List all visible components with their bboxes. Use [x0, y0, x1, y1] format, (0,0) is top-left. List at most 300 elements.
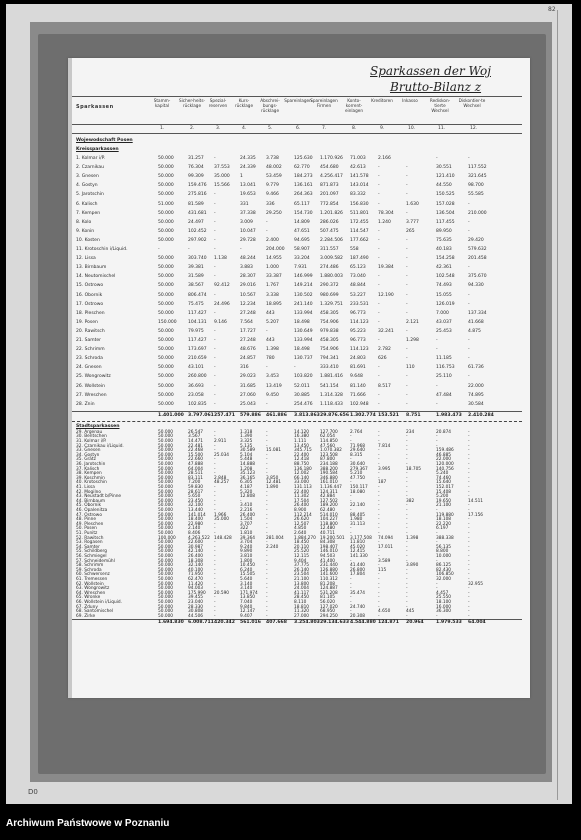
archive-caption: Archiwum Państwowe w Poznaniu	[6, 818, 170, 829]
row-value: 22.468	[188, 448, 204, 454]
table-row	[74, 211, 522, 218]
row-value: 28.450	[294, 595, 310, 601]
row-value: 42.613	[350, 165, 366, 171]
row-value: -	[406, 512, 408, 518]
row-value: 3.810	[240, 554, 253, 559]
row-value: -	[266, 489, 268, 495]
row-value: 7.814	[378, 443, 391, 449]
row-value: -	[378, 434, 380, 440]
row-value: 13.850	[240, 595, 256, 601]
row-value: 8.900	[294, 508, 307, 513]
row-value: 14.809	[294, 219, 310, 225]
row-value: 189.200	[320, 503, 338, 509]
row-value: 6.197	[436, 526, 449, 532]
row-value: 50.000	[158, 521, 174, 527]
row-value: 78.304	[378, 210, 394, 216]
row-value: -	[406, 301, 408, 307]
row-value: 12.507	[294, 521, 310, 527]
row-value: 153.521	[378, 412, 399, 418]
table-row	[74, 365, 522, 372]
row-value: 33.204	[294, 256, 310, 262]
row-value: -	[468, 567, 470, 573]
row-value: 131.113	[294, 485, 312, 490]
row-value: 16.000	[436, 604, 452, 610]
row-value: 50.000	[158, 210, 174, 216]
row-value: -	[214, 347, 216, 353]
row-value: 71.003	[350, 156, 366, 161]
column-header: Rediskon-tierte Wechsel	[429, 98, 451, 113]
table-row	[74, 165, 522, 172]
column-header: Kreditoren	[371, 98, 393, 103]
row-value: 28.330	[188, 604, 204, 610]
row-value: 42.140	[188, 549, 204, 555]
row-value: 24.803	[350, 356, 366, 362]
row-value: 121.410	[436, 174, 455, 180]
row-value: 13.450	[294, 443, 310, 449]
row-value: -	[350, 498, 352, 504]
row-value: -	[406, 256, 408, 262]
row-value: 100.000	[158, 535, 176, 541]
row-value: -	[468, 554, 470, 559]
row-value: 9.648	[350, 374, 363, 380]
row-value: 50.000	[158, 443, 174, 449]
row-value: 22.481	[188, 443, 204, 449]
row-value: 154.730	[294, 210, 313, 216]
row-value: -	[266, 526, 268, 532]
row-value: -	[406, 489, 408, 495]
row-value: 445	[406, 609, 415, 615]
row-value: 143.014	[350, 183, 369, 189]
row-value: -	[378, 572, 380, 578]
row-value: 579.632	[468, 247, 487, 252]
row-value: 15.408	[436, 489, 452, 495]
row-value: 19.650	[436, 498, 452, 504]
row-value: 141.014	[188, 512, 206, 518]
row-value: 110.312	[320, 577, 338, 582]
row-value: 50.000	[158, 466, 174, 472]
table-row	[74, 229, 522, 236]
row-value: -	[214, 544, 216, 550]
row-value: 150.000	[158, 319, 177, 325]
row-value: -	[378, 549, 380, 555]
row-value: -	[406, 517, 408, 523]
row-value: 47.888	[188, 462, 204, 467]
row-label: 45. Obornik	[76, 503, 102, 509]
row-value: 32.955	[468, 581, 484, 587]
row-value: -	[378, 531, 380, 536]
row-value: 431.681	[188, 210, 207, 216]
table-row	[74, 283, 522, 290]
row-value: 133.994	[294, 338, 313, 343]
row-value: -	[468, 558, 470, 564]
row-value: 303.740	[188, 256, 207, 262]
row-value: 375.670	[468, 274, 487, 280]
row-value: 20.590	[214, 590, 230, 596]
row-value: 96.773	[350, 310, 366, 316]
row-value: -	[214, 443, 216, 449]
row-value: 106.850	[436, 572, 454, 578]
row-value: 1.694.830	[158, 620, 184, 626]
row-value: 30.584	[468, 401, 484, 407]
row-value: -	[214, 466, 216, 472]
row-value: 47.750	[350, 475, 366, 481]
row-value: -	[436, 443, 438, 449]
row-value: 11.810	[350, 540, 366, 546]
row-value: 50.000	[158, 567, 174, 573]
row-value: -	[214, 572, 216, 578]
row-value: -	[468, 475, 470, 481]
row-value: 102.548	[436, 274, 455, 280]
row-value: -	[214, 498, 216, 504]
row-label: 62. Wollstein	[76, 581, 104, 587]
row-value: 50.000	[158, 183, 174, 189]
row-value: -	[378, 274, 380, 280]
row-value: -	[378, 452, 380, 458]
row-value: -	[406, 439, 408, 444]
row-value: 1.208	[240, 466, 253, 472]
row-value: 81.208	[320, 581, 336, 587]
column-header: Diskontier-te Wechsel	[458, 98, 486, 108]
row-value: -	[406, 503, 408, 509]
row-value: 84.308	[320, 540, 336, 546]
row-value: 117.427	[188, 338, 207, 343]
row-value: 137.334	[468, 310, 487, 316]
row-value: 12.190	[378, 292, 394, 298]
row-value: 1.170.926	[320, 156, 343, 161]
row-value: 29.420	[468, 237, 484, 243]
row-label: 27. Wreschen	[76, 392, 107, 398]
row-label: 49. Pleschen	[76, 521, 104, 527]
row-value: 29.134.633	[320, 620, 350, 626]
row-value: 274.486	[320, 265, 339, 271]
column-number: 2.	[190, 126, 195, 131]
row-value: 12.115	[294, 554, 310, 559]
row-value: 127.700	[320, 429, 338, 435]
row-value: -	[378, 183, 380, 189]
row-value: -	[468, 374, 470, 380]
table-row	[74, 356, 522, 363]
row-value: 125.630	[294, 156, 313, 161]
row-value: 346.880	[320, 475, 338, 481]
row-value: -	[266, 228, 268, 234]
row-value: 7.200	[188, 480, 201, 486]
row-value: -	[378, 319, 380, 325]
row-value: -	[468, 508, 470, 513]
row-value: 26.140	[294, 567, 310, 573]
row-value: 66.140	[294, 475, 310, 481]
row-value: -	[468, 595, 470, 601]
row-label: 52. Rawitsch	[76, 535, 104, 541]
row-value: 1.767	[266, 283, 279, 289]
row-value: 290.372	[320, 283, 339, 289]
row-value: -	[406, 600, 408, 605]
row-value: 12.415	[350, 549, 366, 555]
row-value: 1.401.000	[158, 412, 184, 418]
row-value: 3.453	[266, 374, 279, 380]
row-value: -	[294, 365, 296, 371]
row-label: 12. Lissa	[76, 256, 96, 262]
row-value: 190.584	[320, 471, 338, 477]
row-value: -	[468, 219, 470, 225]
row-value: 407.668	[266, 620, 287, 626]
row-value: 47.484	[436, 392, 452, 398]
row-value: -	[436, 508, 438, 513]
row-value: -	[378, 526, 380, 532]
row-value: 233.531	[350, 301, 369, 307]
row-value: 13.800	[294, 581, 310, 587]
row-value: 7.040	[240, 600, 253, 605]
row-label: 43. Neustadt b/Pinne	[76, 494, 122, 500]
row-value: 81.691	[350, 365, 366, 371]
row-value: 4.544.880	[350, 620, 376, 626]
row-value: 62.054	[320, 434, 336, 440]
row-value: -	[468, 466, 470, 472]
column-header: Spareinlagen Firmen	[310, 98, 338, 108]
row-label: 10. Kosten	[76, 237, 100, 243]
row-value: 241.140	[294, 301, 313, 307]
row-value: -	[406, 192, 408, 198]
row-label: 58. Schrimm	[76, 563, 104, 569]
row-value: -	[378, 228, 380, 234]
row-value: 50.000	[158, 356, 174, 362]
row-label: 6. Kalisch	[76, 201, 98, 207]
row-value: -	[214, 577, 216, 582]
row-value: -	[266, 517, 268, 523]
row-value: 184.273	[294, 174, 313, 180]
row-value: 149.214	[294, 283, 313, 289]
row-value: -	[468, 517, 470, 523]
row-value: 558	[350, 247, 359, 252]
row-value: 74.895	[468, 392, 484, 398]
row-value: 17.727	[240, 328, 256, 334]
row-value: -	[468, 156, 470, 161]
row-value: 10.000	[436, 554, 452, 559]
row-value: 141.600	[320, 572, 338, 578]
row-value: 9.407	[240, 613, 253, 619]
row-value: 50.000	[158, 283, 174, 289]
row-value: -	[214, 192, 216, 198]
row-value: 3.995	[378, 466, 391, 472]
row-value: 17.804	[350, 572, 366, 578]
row-value: 50.000	[158, 581, 174, 587]
row-value: 32.241	[378, 328, 394, 334]
table-row	[74, 374, 522, 381]
row-value: 12.480	[320, 526, 336, 532]
row-value: 25.550	[436, 595, 452, 601]
row-value: 22.400	[294, 452, 310, 458]
row-value: -	[406, 356, 408, 362]
row-value: -	[436, 347, 438, 353]
row-value: -	[406, 604, 408, 610]
row-label: 2. Czarnikau	[76, 165, 104, 171]
row-value: 76.304	[188, 165, 204, 171]
row-value: 2.240	[266, 544, 279, 550]
row-value: 124.311	[320, 489, 338, 495]
row-value: 117.552	[468, 165, 487, 171]
row-value: 30.551	[436, 165, 452, 171]
row-value: 1.138	[214, 256, 227, 262]
row-value: -	[406, 485, 408, 490]
row-value: -	[406, 508, 408, 513]
row-value: 50.000	[158, 489, 174, 495]
row-value: 10.047	[240, 228, 256, 234]
row-value: 36.300	[436, 609, 452, 615]
row-label: 7. Kempen	[76, 210, 101, 216]
row-value: -	[350, 526, 352, 532]
row-value: -	[436, 439, 438, 444]
sheet-fold	[68, 58, 72, 698]
row-value: -	[214, 586, 216, 592]
row-value: 8.315	[350, 452, 363, 458]
row-value: 52.011	[294, 383, 310, 389]
row-value: 42.361	[436, 265, 452, 271]
row-value: 210.000	[468, 210, 487, 216]
row-value: 37.775	[294, 563, 310, 569]
column-number: 8.	[352, 126, 357, 131]
row-value: 15.081	[266, 448, 282, 454]
row-value: 50.000	[158, 448, 174, 454]
table-row	[74, 220, 522, 227]
row-value: 18.400	[188, 517, 204, 523]
row-value: 50.000	[158, 475, 174, 481]
row-value: -	[214, 595, 216, 601]
row-value: -	[378, 489, 380, 495]
row-value: -	[436, 540, 438, 546]
row-value: 87.800	[320, 457, 336, 463]
row-label: 55. Schildberg	[76, 549, 107, 555]
row-value: -	[266, 328, 268, 334]
row-value: 1.890	[266, 485, 279, 490]
row-value: 89.950	[436, 228, 452, 234]
row-value: 68.950	[320, 609, 336, 615]
row-value: 254.476	[294, 401, 313, 407]
row-label: 35. Grätz	[76, 457, 96, 463]
row-value: 20.110	[294, 544, 310, 550]
row-value: -	[214, 292, 216, 298]
title-line-2: Brutto-Bilanz z	[390, 80, 482, 94]
row-value: 794.341	[320, 356, 339, 362]
row-value: 28.617	[188, 489, 204, 495]
row-value: 2.216	[240, 508, 253, 513]
row-value: 3.177.508	[350, 535, 372, 541]
row-value: 257.471	[214, 412, 235, 418]
row-value: 38.567	[188, 283, 204, 289]
row-value: 18.498	[294, 319, 310, 325]
row-value: 175.990	[188, 590, 206, 596]
row-value: 2.764	[350, 429, 363, 435]
row-value: 331	[240, 201, 249, 207]
row-value: -	[266, 581, 268, 587]
row-value: 979.838	[320, 328, 339, 334]
column-number: 3.	[216, 126, 221, 131]
row-value: 12.481	[266, 480, 282, 486]
row-value: 1.810	[240, 531, 253, 536]
row-value: 22.600	[188, 540, 204, 546]
row-value: -	[468, 586, 470, 592]
scan-edge-line	[557, 10, 558, 800]
row-value: 33.387	[266, 274, 282, 280]
row-value: 23.058	[188, 392, 204, 398]
column-number: 12.	[470, 126, 478, 131]
row-value: 260.800	[188, 374, 207, 380]
row-value: 103.820	[294, 374, 313, 380]
row-value: 48.844	[350, 283, 366, 289]
row-value: -	[188, 247, 190, 252]
row-value: 18.450	[294, 540, 310, 546]
row-value: -	[436, 383, 438, 389]
row-value: -	[378, 494, 380, 500]
row-label: 11. Krotoschin i/Liquid.	[76, 247, 128, 252]
row-value: -	[266, 590, 268, 596]
row-value: 37.553	[214, 165, 230, 171]
row-value: 333.410	[320, 365, 339, 371]
row-value: 50.000	[158, 292, 174, 298]
row-value: 117.455	[436, 219, 455, 225]
row-value: 136.161	[294, 183, 313, 189]
row-value: 40.100	[188, 567, 204, 573]
row-value: 294.250	[320, 613, 338, 619]
row-value: 127.020	[320, 604, 338, 610]
row-value: 1.000	[266, 265, 279, 271]
row-value: 50.000	[158, 531, 174, 536]
row-value: 2.400	[266, 237, 279, 243]
row-value: 50.000	[158, 434, 174, 440]
row-value: 31.113	[350, 521, 366, 527]
row-value: 2.166	[378, 156, 391, 161]
row-value: 42.884	[320, 494, 336, 500]
row-value: 204.000	[266, 247, 285, 252]
row-value: 32.140	[188, 563, 204, 569]
row-value: 141.578	[350, 174, 369, 180]
row-value: 22.400	[294, 489, 310, 495]
row-value: -	[406, 475, 408, 481]
row-value: 50.000	[158, 563, 174, 569]
row-value: 50.000	[158, 609, 174, 615]
row-value: -	[266, 531, 268, 536]
row-value: -	[406, 283, 408, 289]
row-value: 150.117	[350, 485, 368, 490]
row-value: 74.460	[436, 475, 452, 481]
row-value: 117.427	[188, 310, 207, 316]
table-row	[74, 320, 522, 327]
row-value: 130.502	[294, 292, 313, 298]
row-value: 31.257	[188, 156, 204, 161]
row-value: -	[214, 485, 216, 490]
row-value: -	[436, 586, 438, 592]
row-value: 18.080	[350, 489, 366, 495]
row-value: -	[214, 228, 216, 234]
row-value: -	[468, 471, 470, 477]
row-value: -	[436, 338, 438, 343]
row-value: -	[406, 567, 408, 573]
row-value: 388.338	[436, 535, 454, 541]
table-row	[74, 311, 522, 318]
row-value: -	[266, 498, 268, 504]
row-value: -	[266, 540, 268, 546]
row-value: -	[406, 613, 408, 619]
row-value: 458.305	[320, 338, 339, 343]
row-value: -	[214, 328, 216, 334]
row-value: 5.207	[266, 319, 279, 325]
row-value: 1.881.416	[320, 374, 343, 380]
row-value: 50.000	[158, 600, 174, 605]
row-value: 7.564	[240, 319, 253, 325]
row-value: 30.987	[188, 544, 204, 550]
row-value: -	[468, 448, 470, 454]
row-value: 39.455	[188, 595, 204, 601]
row-value: 9.146	[214, 319, 227, 325]
row-value: 5.240	[436, 471, 449, 477]
